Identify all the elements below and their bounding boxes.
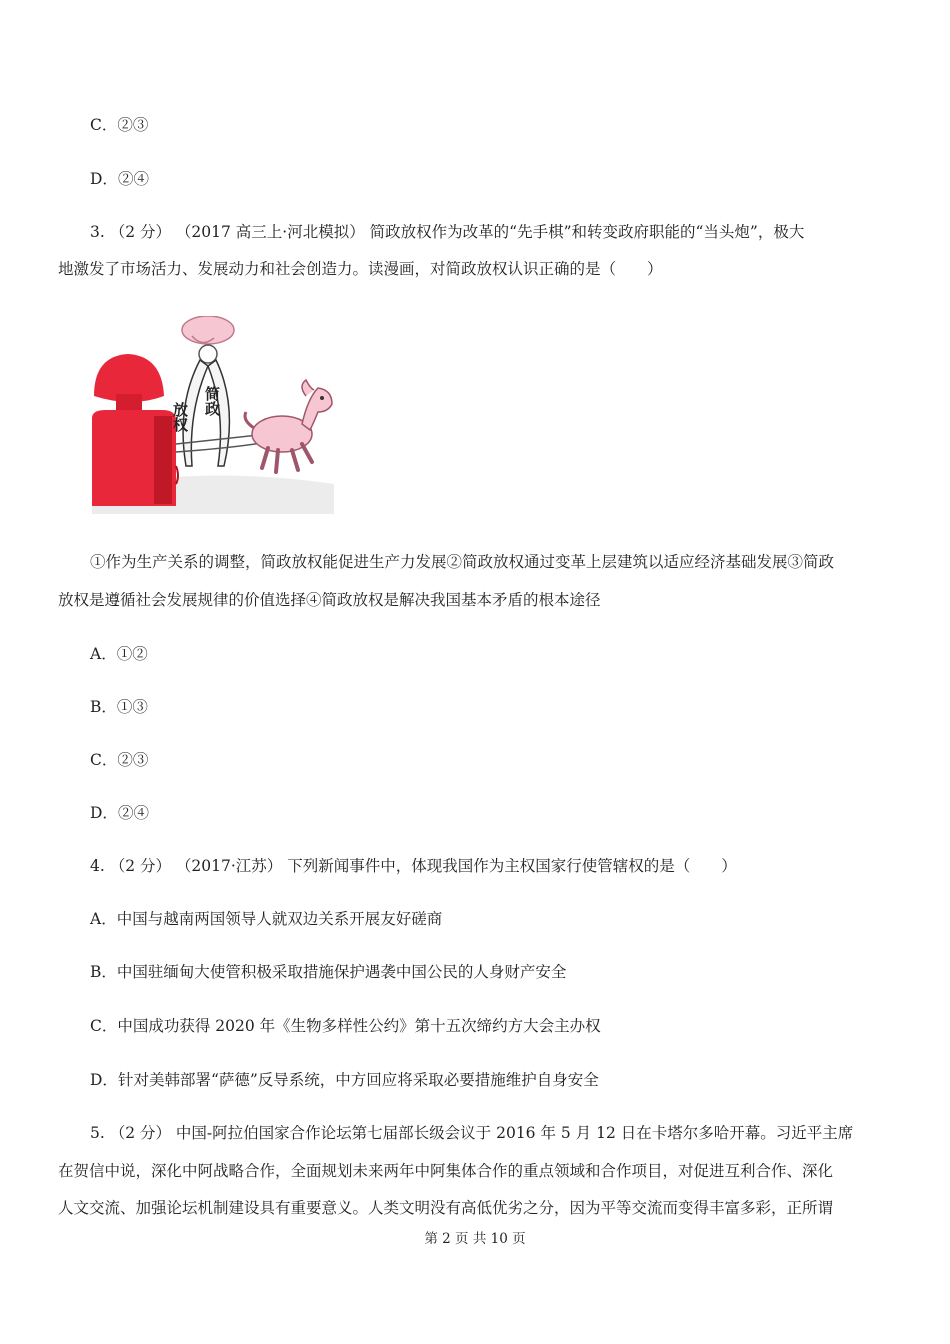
option-d-prev: D．②④ — [90, 170, 149, 188]
q3-option-b: B．①③ — [90, 698, 148, 716]
q5-line2: 在贺信中说，深化中阿战略合作，全面规划未来两年中阿集体合作的重点领域和合作项目，对促进互利合作、深化 — [58, 1162, 834, 1180]
q4-option-b: B．中国驻缅甸大使管积极采取措施保护遇袭中国公民的人身财产安全 — [90, 963, 567, 981]
q4-option-d: D．针对美韩部署“萨德”反导系统，中方回应将采取必要措施维护自身安全 — [90, 1071, 599, 1089]
cartoon-label-left: 放权 — [171, 402, 189, 432]
q4-option-c: C．中国成功获得 2020 年《生物多样性公约》第十五次缔约方大会主办权 — [90, 1017, 601, 1035]
q3-stem-line2: 地激发了市场活力、发展动力和社会创造力。读漫画，对简政放权认识正确的是（ ） — [58, 260, 663, 278]
q4-option-a: A．中国与越南两国领导人就双边关系开展友好磋商 — [90, 910, 443, 928]
q5-line3: 人文交流、加强论坛机制建设具有重要意义。人类文明没有高低优劣之分，因为平等交流而变得丰富多彩，正所谓 — [58, 1199, 834, 1217]
q3-option-d: D．②④ — [90, 804, 149, 822]
q3-stem-line1: 3. （2 分） （2017 高三上·河北模拟） 简政放权作为改革的“先手棋”和转变政府职能的“当头炮”，极大 — [90, 223, 805, 241]
option-c-prev: C．②③ — [90, 116, 149, 134]
q3-statements-line2: 放权是遵循社会发展规律的价值选择④简政放权是解决我国基本矛盾的根本途径 — [58, 591, 601, 609]
page-footer: 第 2 页 共 10 页 — [424, 1231, 526, 1247]
q3-option-a: A．①② — [90, 645, 148, 663]
cartoon-illustration — [92, 316, 334, 514]
cartoon-label-right: 简政 — [203, 386, 221, 416]
q3-statements-line1: ①作为生产关系的调整，简政放权能促进生产力发展②简政放权通过变革上层建筑以适应经济基础发展③简政 — [90, 553, 835, 571]
q5-line1: 5. （2 分） 中国-阿拉伯国家合作论坛第七届部长级会议于 2016 年 5 月 12 日在卡塔尔多哈开幕。习近平主席 — [90, 1124, 854, 1142]
q3-option-c: C．②③ — [90, 751, 149, 769]
q4-stem: 4. （2 分） （2017·江苏） 下列新闻事件中，体现我国作为主权国家行使管辖权的是（ ） — [90, 857, 737, 875]
